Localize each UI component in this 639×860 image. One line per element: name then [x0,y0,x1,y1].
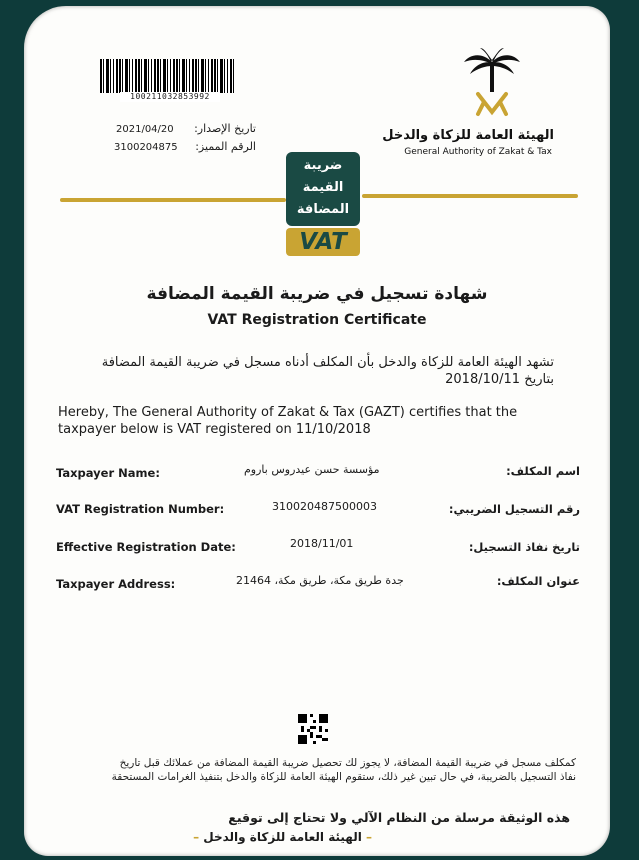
authority-name-en: General Authority of Zakat & Tax [404,147,552,157]
barcode-bars [100,59,234,93]
palm-logo-icon [462,48,522,118]
taxpayer-name-value: مؤسسة حسن عيدروس باروم [244,463,380,476]
footer-signature [193,830,372,844]
issue-date: 2021/04/20 [116,124,174,135]
footer-notice: هذه الوثيقة مرسلة من النظام الآلي ولا تحتاج إلى توقيع [228,810,570,825]
title-ar: شهادة تسجيل في ضريبة القيمة المضافة [146,284,488,304]
taxpayer-name-label: Taxpayer Name: [56,466,160,480]
barcode [100,59,234,99]
serial-label: الرقم المميز: [195,140,256,153]
vat-number-label: VAT Registration Number: [56,502,225,516]
vat-badge-en: VAT [286,228,360,256]
statement-en: Hereby, The General Authority of Zakat & Tax (GAZT) certifies that the taxpayer below is VAT registered on 11/10/2018 [58,405,518,437]
vat-badge-ar-2: القيمة [302,180,344,195]
address-value: جدة طريق مكة، طريق مكة، 21464 [236,574,404,587]
taxpayer-name-label-ar: اسم المكلف: [506,464,580,478]
footer-note [36,756,576,784]
statement-ar-line-2: بتاريخ 2018/10/11 [445,372,554,387]
statement-ar-line-1: تشهد الهيئة العامة للزكاة والدخل بأن المكلف أدناه مسجل في ضريبة القيمة المضافة [101,355,554,370]
effective-date-value: 2018/11/01 [290,537,354,550]
vat-badge-ar-1: ضريبة [303,158,343,173]
effective-date-label-ar: تاريخ نفاذ التسجيل: [468,540,580,554]
footer-signature-text: الهيئة العامة للزكاة والدخل [203,830,362,844]
issue-date-label: تاريخ الإصدار: [194,122,256,135]
footer-note-line-1: كمكلف مسجل في ضريبة القيمة المضافة، لا يجوز لك تحصيل ضريبة القيمة المضافة من عملائك قبل تاريخ [119,757,576,769]
qr-code-icon [298,714,328,744]
statement-ar [84,354,554,388]
footer-dash-left: – [366,830,372,844]
footer-dash-right: – [193,830,200,844]
vat-number-value: 310020487500003 [272,500,377,513]
address-label-ar: عنوان المكلف: [496,574,580,588]
gold-divider-left [60,198,286,202]
vat-badge-teal [286,152,360,226]
vat-badge [286,152,360,258]
vat-badge-ar-3: المضافة [296,202,350,217]
vat-number-label-ar: رقم التسجيل الضريبي: [448,502,580,516]
title-en: VAT Registration Certificate [207,312,427,328]
address-label: Taxpayer Address: [56,577,176,591]
effective-date-label: Effective Registration Date: [56,540,236,554]
certificate-page [24,6,610,856]
footer-note-line-2: نفاذ التسجيل بالضريبة، في حال تبين غير ذلك، ستقوم الهيئة العامة للزكاة والدخل بتنفيذ الغرامات المستحقة [111,771,576,783]
barcode-number: 100211032853992 [120,92,220,102]
gold-divider-right [362,194,578,198]
serial-number: 3100204875 [114,142,178,153]
authority-name-ar: الهيئة العامة للزكاة والدخل [382,128,554,143]
